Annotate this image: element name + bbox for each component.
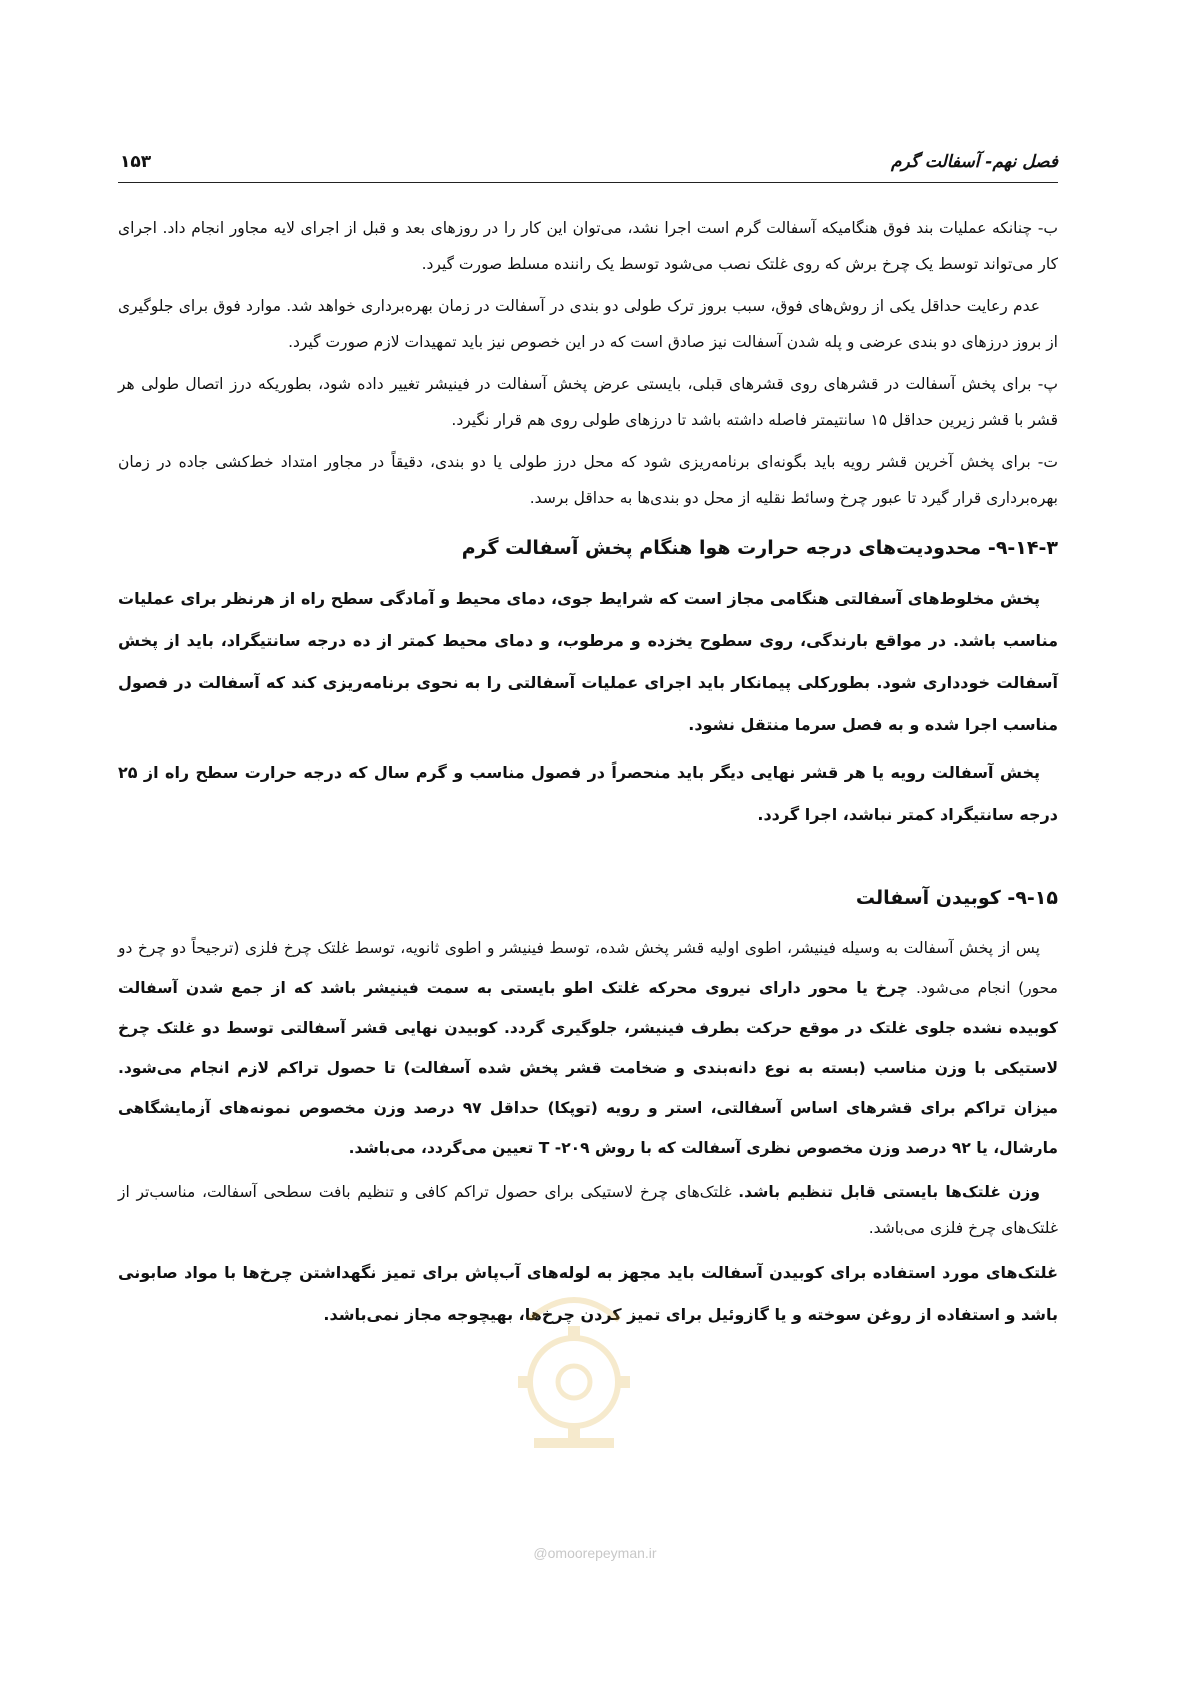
page-content [118, 210, 1058, 1342]
paragraph-compaction-1 [118, 928, 1058, 1168]
compaction-2-bold: وزن غلتک‌ها بایستی قابل تنظیم باشد. [738, 1183, 1040, 1201]
page-header [118, 148, 1058, 183]
compaction-1-normal: پس از پخش آسفالت به وسیله فینیشر، اطوی اولیه قشر پخش شده، توسط فینیشر و اطوی ثانویه، توسط غلتک چرخ فلزی (ترجیحاً دو چرخ دو محور) انجام می‌شود. [118, 939, 1058, 997]
paragraph-compaction-3: غلتک‌های مورد استفاده برای کوبیدن آسفالت باید مجهز به لوله‌های آب‌پاش برای تمیز نگهداشتن چرخ‌ها با مواد صابونی باشد و استفاده از روغن سوخته و یا گازوئیل برای تمیز کردن چرخ‌ها، بهیچوجه مجاز نمی‌باشد. [118, 1263, 1058, 1324]
chapter-title: فصل نهم- آسفالت گرم [890, 152, 1058, 172]
paragraph-note: عدم رعایت حداقل یکی از روش‌های فوق، سبب بروز ترک طولی دو بندی در آسفالت در زمان بهره‌برداری خواهد شد. موارد فوق برای جلوگیری از بروز درزهای دو بندی عرضی و پله شدن آسفالت نیز صادق است که در این خصوص نیز باید تمهیدات لازم صورت گیرد. [118, 297, 1058, 351]
section-heading-temperature-limits: ۹-۱۴-۳- محدودیت‌های درجه حرارت هوا هنگام پخش آسفالت گرم [461, 537, 1058, 559]
paragraph-temperature-2: پخش آسفالت رویه یا هر قشر نهایی دیگر باید منحصراً در فصول مناسب و گرم سال که درجه حرارت سطح راه از ۲۵ درجه سانتیگراد کمتر نباشد، اجرا گردد. [118, 763, 1058, 824]
footer-website: @omoorepeyman.ir [533, 1545, 657, 1561]
paragraph-t: ت- برای پخش آخرین قشر رویه باید بگونه‌ای برنامه‌ریزی شود که محل درز طولی یا دو بندی، دقیقاً در مجاور امتداد خط‌کشی جاده در زمان بهره‌برداری قرار گیرد تا عبور چرخ وسائط نقلیه از محل دو بندی‌ها به حداقل برسد. [118, 453, 1058, 507]
page-number: ۱۵۳ [120, 152, 152, 172]
compaction-2-normal: غلتک‌های چرخ لاستیکی برای حصول تراکم کافی و تنظیم بافت سطحی آسفالت، مناسب‌تر از غلتک‌های چرخ فلزی می‌باشد. [118, 1183, 1058, 1237]
compaction-1-bold: چرخ یا محور دارای نیروی محرکه غلتک اطو بایستی به سمت فینیشر باشد که از جمع شدن آسفالت کوبیده نشده جلوی غلتک در موقع حرکت بطرف فینیشر، جلوگیری گردد. کوبیدن نهایی قشر آسفالتی توسط دو غلتک چرخ لاستیکی با وزن مناسب (بسته به نوع دانه‌بندی و ضخامت قشر پخش شده آسفالت) تا حصول تراکم لازم انجام می‌شود. میزان تراکم برای قشرهای اساس آسفالتی، استر و رویه (توپکا) حداقل ۹۷ درصد وزن مخصوص نمونه‌های آزمایشگاهی مارشال، یا ۹۲ درصد وزن مخصوص نظری آسفالت که با روش ۲۰۹- T تعیین می‌گردد، می‌باشد. [118, 979, 1058, 1157]
paragraph-compaction-2 [118, 1174, 1058, 1246]
paragraph-b: ب- چنانکه عملیات بند فوق هنگامیکه آسفالت گرم است اجرا نشد، می‌توان این کار را در روزهای بعد و قبل از اجرای لایه مجاور انجام داد. اجرای کار می‌تواند توسط یک چرخ برش که روی غلتک نصب می‌شود توسط یک راننده مسلط صورت گیرد. [118, 219, 1058, 273]
paragraph-p: پ- برای پخش آسفالت در قشرهای روی قشرهای قبلی، بایستی عرض پخش آسفالت در فینیشر تغییر داده شود، بطوریکه درز اتصال طولی هر قشر با قشر زیرین حداقل ۱۵ سانتیمتر فاصله داشته باشد تا درزهای طولی روی هم قرار نگیرد. [118, 375, 1058, 429]
paragraph-temperature-1: پخش مخلوط‌های آسفالتی هنگامی مجاز است که شرایط جوی، دمای محیط و آمادگی سطح راه از هرنظر برای عملیات مناسب باشد. در مواقع بارندگی، روی سطوح یخزده و مرطوب، و دمای محیط کمتر از ده درجه سانتیگراد، باید از پخش آسفالت خودداری شود. بطورکلی پیمانکار باید اجرای عملیات آسفالتی را به نحوی برنامه‌ریزی کند که آسفالت در فصول مناسب اجرا شده و به فصل سرما منتقل نشود. [118, 589, 1058, 734]
section-heading-compaction: ۹-۱۵- کوبیدن آسفالت [855, 887, 1058, 909]
spacer [118, 842, 1058, 866]
